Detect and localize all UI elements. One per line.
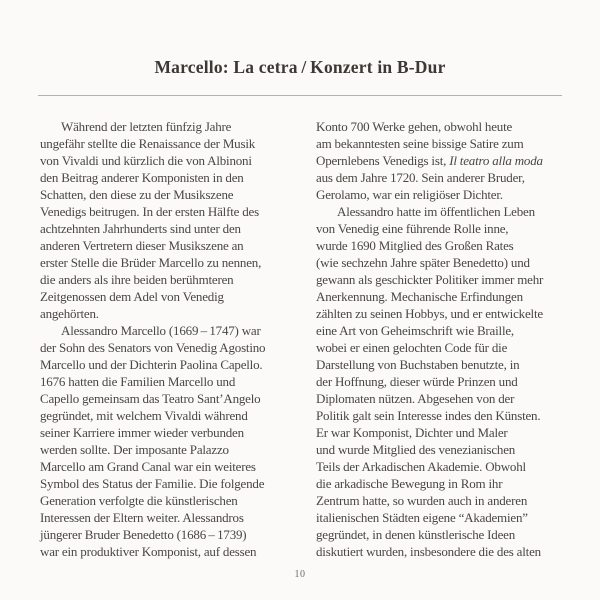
text-line (316, 288, 582, 305)
text-line (40, 407, 306, 424)
text-segment: Marcello am Grand Canal war ein weiteres (40, 459, 256, 474)
text-line (316, 220, 582, 237)
text-line (40, 118, 306, 135)
text-segment: Zentrum hatte, so wurden auch in anderen (316, 493, 528, 508)
text-segment: diskutiert wurden, insbesondere die des alten (316, 544, 541, 559)
italic-text-segment: Il teatro alla moda (449, 153, 543, 168)
text-line (40, 373, 306, 390)
text-segment: Symbol des Status der Familie. Die folgende (40, 476, 265, 491)
text-line (316, 152, 582, 169)
text-line (40, 186, 306, 203)
text-line (316, 475, 582, 492)
text-segment: und wurde Mitglied des venezianischen (316, 442, 516, 457)
text-segment: der Sohn des Senators von Venedig Agostino (40, 340, 266, 355)
text-line (316, 305, 582, 322)
text-column-right (316, 118, 582, 560)
text-line (316, 118, 582, 135)
text-segment: Gerolamo, war ein religiöser Dichter. (316, 187, 503, 202)
text-segment: Interessen der Eltern weiter. Alessandros (40, 510, 244, 525)
text-line (40, 203, 306, 220)
text-line (316, 169, 582, 186)
text-segment: Politik galt sein Interesse indes den Künsten. (316, 408, 541, 423)
text-segment: wurde 1690 Mitglied des Großen Rates (316, 238, 514, 253)
text-line (40, 271, 306, 288)
text-segment: die anders als ihre beiden berühmteren (40, 272, 234, 287)
text-line (316, 458, 582, 475)
text-segment: gewann als geschickter Politiker immer mehr (316, 272, 544, 287)
text-segment: wobei er einen gelochten Code für die (316, 340, 508, 355)
text-line (316, 237, 582, 254)
text-segment: Konto 700 Werke gehen, obwohl heute (316, 119, 513, 134)
text-segment: Er war Komponist, Dichter und Maler (316, 425, 508, 440)
text-line (40, 526, 306, 543)
text-segment: am bekanntesten seine bissige Satire zum (316, 136, 524, 151)
text-column-left (40, 118, 306, 560)
text-segment: Opernlebens Venedigs ist, (316, 153, 450, 168)
text-line (40, 305, 306, 322)
text-segment: Marcello und der Dichterin Paolina Capello. (40, 357, 263, 372)
text-line (316, 390, 582, 407)
text-segment: aus dem Jahre 1720. Sein anderer Bruder, (316, 170, 525, 185)
text-segment: Darstellung von Buchstaben benutzte, in (316, 357, 520, 372)
page-number: 10 (294, 569, 306, 580)
text-segment: Anerkennung. Mechanische Erfindungen (316, 289, 523, 304)
text-segment: werden sollte. Der imposante Palazzo (40, 442, 229, 457)
text-line (40, 339, 306, 356)
text-segment: von Vivaldi und kürzlich die von Albinoni (40, 153, 252, 168)
text-segment: Während der letzten fünfzig Jahre (61, 119, 232, 134)
text-line (40, 390, 306, 407)
text-line (40, 152, 306, 169)
text-line (40, 475, 306, 492)
text-segment: den Beitrag anderer Komponisten in den (40, 170, 244, 185)
text-line (40, 254, 306, 271)
text-segment: Diplomaten nützen. Abgesehen von der (316, 391, 515, 406)
text-segment: Zeitgenossen dem Adel von Venedig (40, 289, 224, 304)
text-line (40, 424, 306, 441)
text-line (316, 339, 582, 356)
text-segment: Teils der Arkadischen Akademie. Obwohl (316, 459, 526, 474)
text-line (316, 356, 582, 373)
text-line (40, 135, 306, 152)
text-segment: erster Stelle die Brüder Marcello zu nennen, (40, 255, 262, 270)
text-segment: angehörten. (40, 306, 99, 321)
text-line (40, 492, 306, 509)
text-segment: Generation verfolgte die künstlerischen (40, 493, 238, 508)
text-segment: Venedigs beitrugen. In der ersten Hälfte des (40, 204, 259, 219)
text-line (316, 526, 582, 543)
text-segment: seiner Karriere immer wieder verbunden (40, 425, 244, 440)
text-line (40, 543, 306, 560)
text-line (40, 220, 306, 237)
text-segment: war ein produktiver Komponist, auf dessen (40, 544, 257, 559)
text-segment: Alessandro Marcello (1669 – 1747) war (61, 323, 261, 338)
text-line (316, 322, 582, 339)
text-segment: Capello gemeinsam das Teatro Sant’Angelo (40, 391, 261, 406)
text-segment: ungefähr stellte die Renaissance der Musik (40, 136, 256, 151)
text-line (40, 509, 306, 526)
text-segment: gegründet, in denen künstlerische Ideen (316, 527, 516, 542)
text-segment: von Venedig eine führende Rolle inne, (316, 221, 509, 236)
text-line (316, 407, 582, 424)
text-line (316, 254, 582, 271)
text-line (316, 492, 582, 509)
text-segment: eine Art von Geheimschrift wie Braille, (316, 323, 514, 338)
text-line (316, 203, 582, 220)
text-segment: (wie sechzehn Jahre später Benedetto) und (316, 255, 530, 270)
text-segment: italienischen Städten eigene “Akademien” (316, 510, 528, 525)
article-body (0, 96, 600, 560)
text-line (40, 458, 306, 475)
text-segment: Schatten, den diese zu der Musikszene (40, 187, 234, 202)
text-line (316, 441, 582, 458)
text-segment: der Hoffnung, dieser würde Prinzen und (316, 374, 518, 389)
text-line (40, 169, 306, 186)
text-line (40, 288, 306, 305)
text-segment: jüngerer Bruder Benedetto (1686 – 1739) (40, 527, 247, 542)
text-line (316, 373, 582, 390)
text-line (316, 271, 582, 288)
text-segment: anderen Vertretern dieser Musikszene an (40, 238, 244, 253)
text-line (40, 441, 306, 458)
text-line (40, 237, 306, 254)
page-title: Marcello: La cetra / Konzert in B-Dur (154, 57, 446, 77)
text-line (40, 322, 306, 339)
text-segment: Alessandro hatte im öffentlichen Leben (337, 204, 535, 219)
text-line (316, 543, 582, 560)
text-segment: die arkadische Bewegung in Rom ihr (316, 476, 503, 491)
text-line (316, 186, 582, 203)
text-segment: zählten zu seinen Hobbys, und er entwickelte (316, 306, 543, 321)
text-segment: gegründet, mit welchem Vivaldi während (40, 408, 248, 423)
text-line (316, 135, 582, 152)
text-line (40, 356, 306, 373)
text-line (316, 424, 582, 441)
text-segment: 1676 hatten die Familien Marcello und (40, 374, 236, 389)
text-segment: achtzehnten Jahrhunderts sind unter den (40, 221, 241, 236)
text-line (316, 509, 582, 526)
